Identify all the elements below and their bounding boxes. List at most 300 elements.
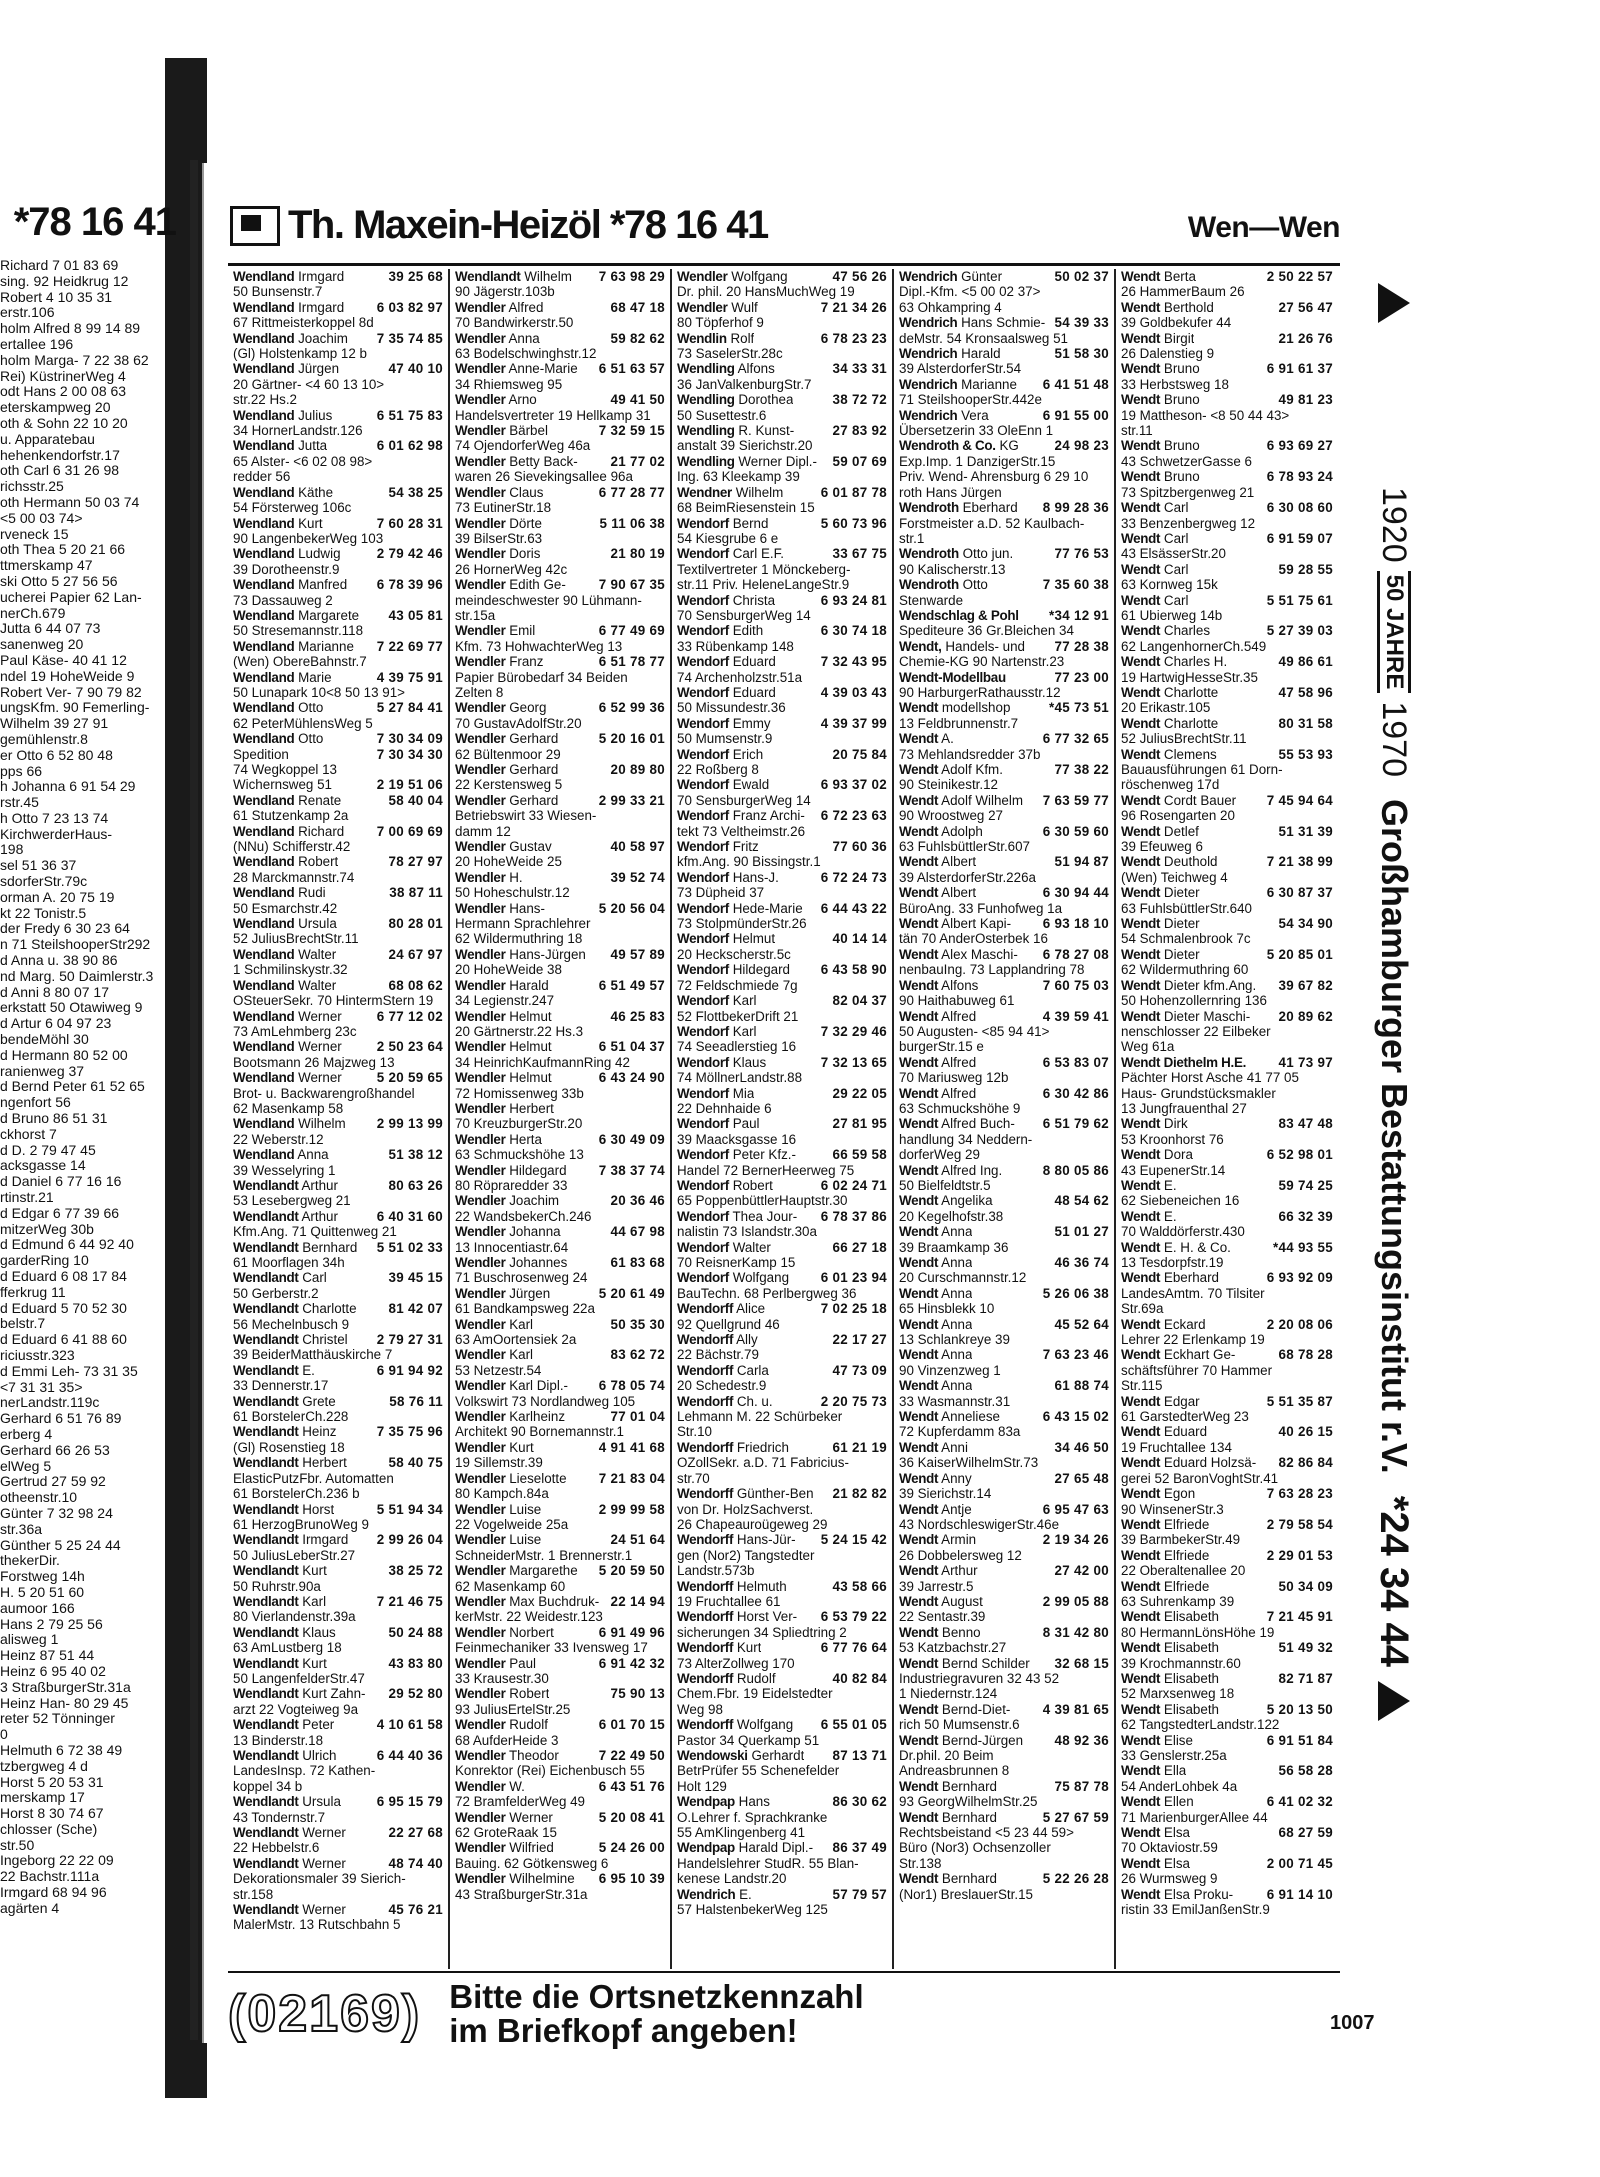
entry-given-name: Elsa [1163, 1855, 1190, 1871]
directory-entry [233, 1209, 443, 1240]
entry-phone: 7 30 34 09 [376, 731, 443, 747]
entry-address: Übersetzerin 33 OleEnn 1 [899, 423, 1054, 439]
directory-entry [233, 1794, 443, 1825]
entry-surname: Wendt [899, 1563, 939, 1579]
directory-entry [233, 1594, 443, 1625]
entry-given-name: Alfons [737, 361, 775, 377]
entry-given-name: Gerhard [509, 731, 559, 747]
entry-phone: 27 65 48 [1054, 1470, 1109, 1486]
entry-address: 67 Rittmeisterkoppel 8d [233, 315, 374, 331]
entry-surname: Wendland [233, 361, 295, 377]
entry-phone: 20 89 80 [610, 762, 665, 777]
entry-given-name: Walter [732, 1239, 771, 1255]
entry-surname: Wendlandt [233, 1902, 299, 1918]
entry-given-name: Anny [941, 1470, 972, 1486]
entry-phone: 6 43 58 90 [820, 962, 887, 978]
entry-phone: 7 22 49 50 [598, 1748, 665, 1763]
entry-address: 39 Krochmannstr.60 [1121, 1655, 1241, 1671]
entry-given-name: Charlotte [1163, 684, 1219, 700]
entry-given-name: E. [1163, 1208, 1177, 1224]
entry-surname: Wendt [899, 1193, 939, 1209]
entry-surname: Wendt [899, 1347, 939, 1363]
entry-address: (Gl) Rosenstieg 18 [233, 1439, 345, 1455]
entry-surname: Wendt [1121, 330, 1161, 346]
entry-surname: Wendt [1121, 854, 1161, 870]
entry-address: 80 Kampch.84a [455, 1486, 549, 1502]
directory-entry [455, 1532, 665, 1563]
entry-address: 26 HornerWeg 42c [455, 561, 568, 577]
directory-entry [1121, 1116, 1333, 1147]
entry-address: 20 Kegelhofstr.38 [899, 1208, 1004, 1224]
entry-surname: Wendorff [677, 1640, 734, 1656]
directory-entry [899, 1471, 1109, 1502]
directory-entry [1121, 716, 1333, 747]
entry-given-name: Carl [1163, 530, 1189, 546]
entry-surname: Wendt [899, 1532, 939, 1548]
entry-phone: 4 39 59 41 [1042, 1008, 1109, 1024]
entry-surname: Wendlandt [233, 1239, 299, 1255]
entry-address: 50 Missundestr.36 [677, 700, 786, 716]
directory-entry [899, 1656, 1109, 1702]
entry-given-name: Cordt Bauer [1163, 792, 1237, 808]
directory-entry [677, 993, 887, 1024]
directory-entry [233, 1502, 443, 1533]
entry-surname: Wendler [455, 577, 506, 593]
entry-surname: Wendland [233, 546, 295, 562]
entry-surname: Wendler [455, 1809, 506, 1825]
directory-entry [1121, 531, 1333, 562]
directory-entry [677, 1640, 887, 1671]
left-page-line: d Bernd Peter 61 52 65 [0, 1079, 145, 1095]
entry-given-name: Wilhelm [735, 484, 784, 500]
entry-given-name: Betty Back- [509, 453, 578, 469]
entry-given-name: Adolf Wilhelm [941, 792, 1024, 808]
entry-phone: 6 30 74 18 [820, 623, 887, 639]
directory-entry [1121, 361, 1333, 392]
entry-phone: 6 93 69 27 [1266, 438, 1333, 454]
entry-phone: 68 27 59 [1278, 1825, 1333, 1841]
directory-entry [677, 1147, 887, 1178]
entry-surname: Wendland [233, 607, 295, 623]
entry-given-name: Eduard Holzsä- [1163, 1455, 1257, 1471]
entry-phone: 22 27 68 [388, 1825, 443, 1841]
entry-address: 20 Gärtnerstr.22 Hs.3 [455, 1023, 584, 1039]
directory-entry [455, 577, 665, 623]
entry-phone: 6 72 23 63 [820, 808, 887, 824]
directory-entry [233, 1455, 443, 1501]
entry-address: 61 HerzogBrunoWeg 9 [233, 1516, 369, 1532]
entry-address: 26 Wurmsweg 9 [1121, 1871, 1218, 1887]
entry-given-name: Gerhardt [751, 1748, 805, 1763]
directory-entry [233, 1070, 443, 1116]
entry-phone: 5 26 06 38 [1042, 1285, 1109, 1301]
entry-surname: Wendt [899, 1701, 939, 1717]
entry-address: kenese Landstr.20 [677, 1871, 787, 1887]
entry-given-name: Dieter [1163, 916, 1200, 932]
entry-phone: 7 32 43 95 [820, 654, 887, 670]
entry-phone: 45 52 64 [1054, 1316, 1109, 1332]
entry-given-name: Wilhelm [524, 269, 572, 284]
directory-entry [455, 1625, 665, 1656]
entry-phone: 7 32 59 15 [598, 423, 665, 439]
sideband-phone: *24 34 44 [1372, 1495, 1417, 1668]
directory-entry [677, 654, 887, 685]
directory-entry [455, 300, 665, 331]
entry-address: 53 Netzestr.54 [455, 1362, 542, 1378]
entry-address: 39 BarmbekerStr.49 [1121, 1532, 1241, 1548]
entry-surname: Wendt [899, 1085, 939, 1101]
directory-entry [455, 947, 665, 978]
entry-phone: 2 20 75 73 [820, 1393, 887, 1409]
entry-surname: Wendt [899, 854, 939, 870]
entry-address: Hermann Sprachlehrer [455, 916, 591, 932]
entry-given-name: Norbert [509, 1624, 554, 1640]
entry-address: 50 Bunsenstr.7 [233, 284, 323, 300]
entry-address: deMstr. 54 Kronsaalsweg 51 [899, 330, 1068, 346]
entry-phone: 75 90 13 [610, 1686, 665, 1702]
directory-entry [1121, 1055, 1333, 1117]
entry-address: str.1 [899, 530, 925, 546]
entry-address: 22 Roßberg 8 [677, 762, 759, 777]
entry-surname: Wendt [899, 731, 939, 747]
entry-given-name: Bernhard [941, 1809, 997, 1825]
entry-given-name: Günther-Ben [736, 1486, 814, 1502]
entry-address: 43 SchwetzerGasse 6 [1121, 453, 1252, 469]
entry-given-name: Berta [1163, 269, 1196, 284]
directory-entry [899, 1409, 1109, 1440]
left-page-line: ertallee 196 [0, 336, 74, 352]
directory-entry [455, 1563, 665, 1594]
entry-surname: Wendler [455, 1039, 506, 1055]
entry-phone: 6 53 79 22 [820, 1609, 887, 1625]
entry-address: Papier Bürobedarf 34 Beiden [455, 669, 628, 685]
directory-entry [1121, 854, 1333, 885]
entry-address: str.15a [455, 607, 496, 623]
entry-surname: Wendler [455, 1162, 506, 1178]
entry-given-name: Otto [298, 700, 324, 716]
entry-address: 39 BeiderMatthäuskirche 7 [233, 1347, 393, 1363]
entry-address: 39 Efeuweg 6 [1121, 839, 1203, 855]
directory-entry [233, 546, 443, 577]
directory-entry [899, 438, 1109, 500]
entry-address: 34 Legienstr.247 [455, 993, 555, 1009]
entry-given-name: Vera [961, 407, 989, 423]
entry-phone: 34 33 31 [832, 361, 887, 377]
entry-surname: Wendt [1121, 654, 1161, 670]
entry-phone: 6 78 27 08 [1042, 946, 1109, 962]
entry-phone: 51 58 30 [1054, 346, 1109, 362]
left-page-line: Gertrud 27 59 92 [0, 1474, 106, 1490]
entry-phone: 6 72 24 73 [820, 869, 887, 885]
entry-phone: 2 19 34 26 [1042, 1532, 1109, 1548]
directory-entry [233, 1424, 443, 1455]
directory-entry [233, 1656, 443, 1687]
directory-entry [677, 1178, 887, 1209]
entry-surname: Wendt [899, 1378, 939, 1394]
entry-phone: 77 60 36 [832, 839, 887, 855]
directory-entry [677, 1086, 887, 1117]
entry-address: 22 Hebbelstr.6 [233, 1840, 320, 1856]
entry-phone: 39 52 74 [610, 869, 665, 885]
entry-given-name: Elfriede [1163, 1547, 1210, 1563]
entry-phone: 6 44 40 36 [376, 1748, 443, 1763]
entry-phone: 47 58 96 [1278, 684, 1333, 700]
entry-phone: 27 56 47 [1278, 299, 1333, 315]
directory-entry [677, 1532, 887, 1578]
directory-entry [1121, 1856, 1333, 1887]
entry-given-name: Bernd-Diet- [941, 1701, 1011, 1717]
entry-given-name: Bernd-Jürgen [941, 1732, 1024, 1748]
entry-given-name: Robert [732, 1177, 773, 1193]
entry-surname: Wendt [1121, 885, 1161, 901]
entry-given-name: Luise [509, 1501, 542, 1517]
entry-phone: 68 78 28 [1278, 1347, 1333, 1363]
entry-phone: 7 90 67 35 [598, 577, 665, 593]
entry-given-name: Eckhart Ge- [1163, 1347, 1236, 1363]
left-page-line: Robert Ver- 7 90 79 82 [0, 684, 142, 700]
entry-given-name: Rudolf [509, 1717, 548, 1733]
entry-given-name: Charles H. [1163, 654, 1228, 670]
entry-address: 62 Masenkamp 58 [233, 1100, 344, 1116]
entry-address: Kfm.Ang. 71 Quittenweg 21 [233, 1224, 397, 1240]
entry-phone: 7 35 74 85 [376, 330, 443, 346]
left-page-line: nerCh.679 [0, 605, 66, 621]
entry-surname: Wendt [1121, 561, 1161, 577]
directory-entry [1121, 1763, 1333, 1794]
entry-given-name: Grete [302, 1393, 336, 1409]
entry-address: (Gl) Holstenkamp 12 b [233, 346, 367, 362]
entry-given-name: Karl [509, 1347, 534, 1363]
directory-entry [455, 1471, 665, 1502]
entry-given-name: Carl E.F. [732, 546, 785, 562]
directory-entry [677, 1270, 887, 1301]
entry-address: 72 Feldschmiede 7g [677, 977, 798, 993]
entry-surname: Wendt [1121, 916, 1161, 932]
entry-surname: Wendler [455, 1871, 506, 1887]
entry-given-name: modellshop [941, 700, 1011, 716]
entry-phone: 58 40 04 [388, 792, 443, 808]
entry-given-name: Eduard [732, 684, 776, 700]
entry-given-name: Herbert [509, 1100, 554, 1116]
sideband-year-end: 1970 [1375, 701, 1414, 777]
entry-surname: Wendling [677, 361, 735, 377]
entry-given-name: Rudolf [736, 1670, 776, 1686]
directory-entry [899, 1086, 1109, 1117]
entry-phone: 6 01 70 15 [598, 1717, 665, 1733]
entry-address: 61 GarstedterWeg 23 [1121, 1409, 1249, 1425]
directory-entry [677, 1055, 887, 1086]
left-page-line: garderRing 10 [0, 1253, 89, 1269]
entry-surname: Wendlandt [233, 1532, 299, 1548]
entry-surname: Wendt [1121, 500, 1161, 516]
entry-surname: Wendler [455, 1624, 506, 1640]
entry-address: Lehmann M. 22 Schürbeker [677, 1409, 843, 1425]
directory-entry [899, 1502, 1109, 1533]
directory-entry [233, 1116, 443, 1147]
entry-address: 55 AmKlingenberg 41 [677, 1825, 806, 1841]
entry-address: 93 JuliusErtelStr.25 [455, 1701, 571, 1717]
entry-phone: 38 87 11 [389, 885, 443, 901]
entry-address: 61 Ubierweg 14b [1121, 607, 1223, 623]
entry-phone: 27 83 92 [832, 423, 887, 439]
entry-address: Betriebswirt 33 Wiesen- [455, 808, 597, 824]
entry-surname: Wendler [455, 1439, 506, 1455]
entry-given-name: Anne-Marie [508, 361, 578, 377]
directory-entry [677, 1332, 887, 1363]
left-page-line: oth Thea 5 20 21 66 [0, 542, 126, 558]
entry-given-name: Dieter Maschi- [1163, 1008, 1251, 1024]
entry-phone: 66 32 39 [1278, 1208, 1333, 1224]
entry-phone: 56 58 28 [1278, 1763, 1333, 1779]
entry-given-name: Adolf Kfm. [941, 762, 1003, 777]
entry-given-name: Käthe [298, 484, 334, 500]
entry-given-name: Helmut [509, 1070, 552, 1086]
entry-given-name: Bärbel [509, 423, 548, 439]
entry-surname: Wendorf [677, 1147, 729, 1163]
entry-surname: Wendt [899, 1778, 939, 1794]
directory-entry [233, 1856, 443, 1902]
page-footer-advertisement [228, 1979, 1340, 2049]
entry-surname: Wendt [899, 977, 939, 993]
entry-phone: 40 14 14 [832, 931, 887, 947]
entry-address: 80 Röpraredder 33 [455, 1177, 568, 1193]
entry-address: Feinmechaniker 33 Ivensweg 17 [455, 1640, 648, 1656]
entry-surname: Wendlandt [233, 1593, 299, 1609]
directory-entry [455, 1132, 665, 1163]
directory-entry [1121, 793, 1333, 824]
entry-given-name: Kurt [302, 1655, 327, 1671]
entry-given-name: Peter [302, 1717, 335, 1733]
entry-address: 50 Ruhrstr.90a [233, 1578, 321, 1594]
entry-phone: 38 25 72 [388, 1563, 443, 1579]
entry-surname: Wendler [455, 1378, 506, 1394]
left-page-line: ranienweg 37 [0, 1063, 85, 1079]
entry-given-name: KG [999, 438, 1019, 454]
entry-surname: Wendorf [677, 746, 729, 762]
entry-surname: Wendt [1121, 1886, 1161, 1902]
entry-surname: Wendrich [899, 376, 958, 392]
entry-address: Chem.Fbr. 19 Eidelstedter [677, 1686, 833, 1702]
directory-entry [1121, 1009, 1333, 1055]
entry-phone: 29 22 05 [832, 1085, 887, 1101]
entry-given-name: Wolfgang [731, 269, 788, 284]
entry-surname: Wendorff [677, 1439, 734, 1455]
entry-surname: Wendland [233, 946, 295, 962]
entry-address: handlung 34 Neddern- [899, 1131, 1033, 1147]
directory-entry [899, 1440, 1109, 1471]
entry-phone: 6 77 32 65 [1042, 731, 1109, 747]
entry-phone: 50 24 88 [388, 1624, 443, 1640]
entry-given-name: August [941, 1593, 983, 1609]
sideband-company-name: Großhamburger Bestattungsinstitut r.V. [1374, 799, 1415, 1474]
entry-address: 19 Sillemstr.39 [455, 1455, 543, 1471]
directory-entry [455, 1871, 665, 1902]
entry-phone: 2 00 71 45 [1266, 1855, 1333, 1871]
entry-address: 63 AmOortensiek 2a [455, 1332, 577, 1348]
entry-given-name: Mia [732, 1085, 755, 1101]
entry-phone: 6 51 49 57 [598, 977, 665, 993]
directory-entry [677, 1394, 887, 1440]
entry-given-name: Hans [738, 1794, 770, 1810]
entry-address: 33 Herbstsweg 18 [1121, 376, 1229, 392]
entry-address: meindeschwester 90 Lühmann- [455, 592, 642, 608]
entry-address: Str.138 [899, 1855, 942, 1871]
entry-address: 90 Steinikestr.12 [899, 777, 999, 793]
entry-phone: *34 12 91 [1048, 607, 1109, 623]
directory-entry [899, 1871, 1109, 1902]
entry-surname: Wendlandt [233, 1208, 299, 1224]
directory-entry [1121, 1178, 1333, 1209]
entry-phone: 51 01 27 [1054, 1224, 1109, 1240]
entry-address: Bauausführungen 61 Dorn- [1121, 762, 1283, 777]
left-page-line: d Bruno 86 51 31 [0, 1111, 108, 1127]
directory-entry [1121, 1548, 1333, 1579]
entry-address: 93 GeorgWilhelmStr.25 [899, 1794, 1038, 1810]
entry-phone: 41 73 97 [1278, 1054, 1333, 1070]
entry-address: 71 Buschrosenweg 24 [455, 1270, 588, 1286]
entry-address: sicherungen 34 Spliedtring 2 [677, 1624, 847, 1640]
listing-column-4 [894, 269, 1116, 1969]
entry-address: 70 SensburgerWeg 14 [677, 607, 811, 623]
directory-entry [455, 516, 665, 547]
entry-phone: 6 30 94 44 [1042, 885, 1109, 901]
entry-given-name: Harald [961, 346, 1001, 362]
entry-address: 90 Vinzenzweg 1 [899, 1362, 1001, 1378]
entry-address: Weg 61a [1121, 1039, 1175, 1055]
page-header [230, 203, 1340, 263]
entry-address: Priv. Wend- Ahrensburg 6 29 10 [899, 469, 1089, 485]
entry-phone: 6 30 87 37 [1266, 885, 1333, 901]
entry-given-name: Klaus [302, 1624, 336, 1640]
entry-phone: 22 17 27 [832, 1332, 887, 1348]
directory-entry [899, 1625, 1109, 1656]
entry-given-name: Emil [509, 623, 536, 639]
entry-address: BauTechn. 68 Perlbergweg 36 [677, 1285, 857, 1301]
entry-phone: 51 94 87 [1054, 854, 1109, 870]
entry-surname: Wendorf [677, 592, 729, 608]
entry-given-name: E. [1163, 1177, 1177, 1193]
directory-entry [233, 793, 443, 824]
entry-phone: 5 22 26 28 [1042, 1871, 1109, 1887]
entry-address: 52 FlottbekerDrift 21 [677, 1008, 799, 1024]
entry-address: 56 Mechelnbusch 9 [233, 1316, 350, 1332]
directory-entry [899, 1810, 1109, 1872]
left-page-line: h Johanna 6 91 54 29 [0, 779, 136, 795]
entry-address: 90 Haithabuweg 61 [899, 993, 1015, 1009]
entry-surname: Wendland [233, 577, 295, 593]
entry-given-name: Dirk [1163, 1116, 1188, 1132]
entry-address: 90 WinsenerStr.3 [1121, 1501, 1224, 1517]
page-number: 1007 [1330, 2012, 1375, 2034]
left-page-line: d Emmi Leh- 73 31 35 [0, 1363, 138, 1379]
entry-phone: 50 34 09 [1278, 1578, 1333, 1594]
entry-phone: 6 77 49 69 [598, 623, 665, 639]
entry-address: 62 Siebeneichen 16 [1121, 1193, 1240, 1209]
entry-address: 22 Vogelweide 25a [455, 1516, 569, 1532]
entry-address: 96 Rosengarten 20 [1121, 808, 1235, 824]
entry-phone: 47 56 26 [832, 269, 887, 284]
entry-given-name: Ally [736, 1332, 758, 1348]
entry-address: 63 FuhlsbüttlerStr.607 [899, 839, 1031, 855]
entry-surname: Wendrich [677, 1886, 736, 1902]
entry-surname: Wendt [1121, 684, 1161, 700]
entry-address: Bauing. 62 Götkensweg 6 [455, 1855, 609, 1871]
entry-given-name: Ursula [302, 1794, 341, 1810]
entry-given-name: Ulrich [302, 1748, 337, 1763]
entry-address: 62 Bültenmoor 29 [455, 746, 561, 762]
entry-address: 50 JuliusLeberStr.27 [233, 1547, 356, 1563]
entry-given-name: Ellen [1163, 1794, 1194, 1810]
